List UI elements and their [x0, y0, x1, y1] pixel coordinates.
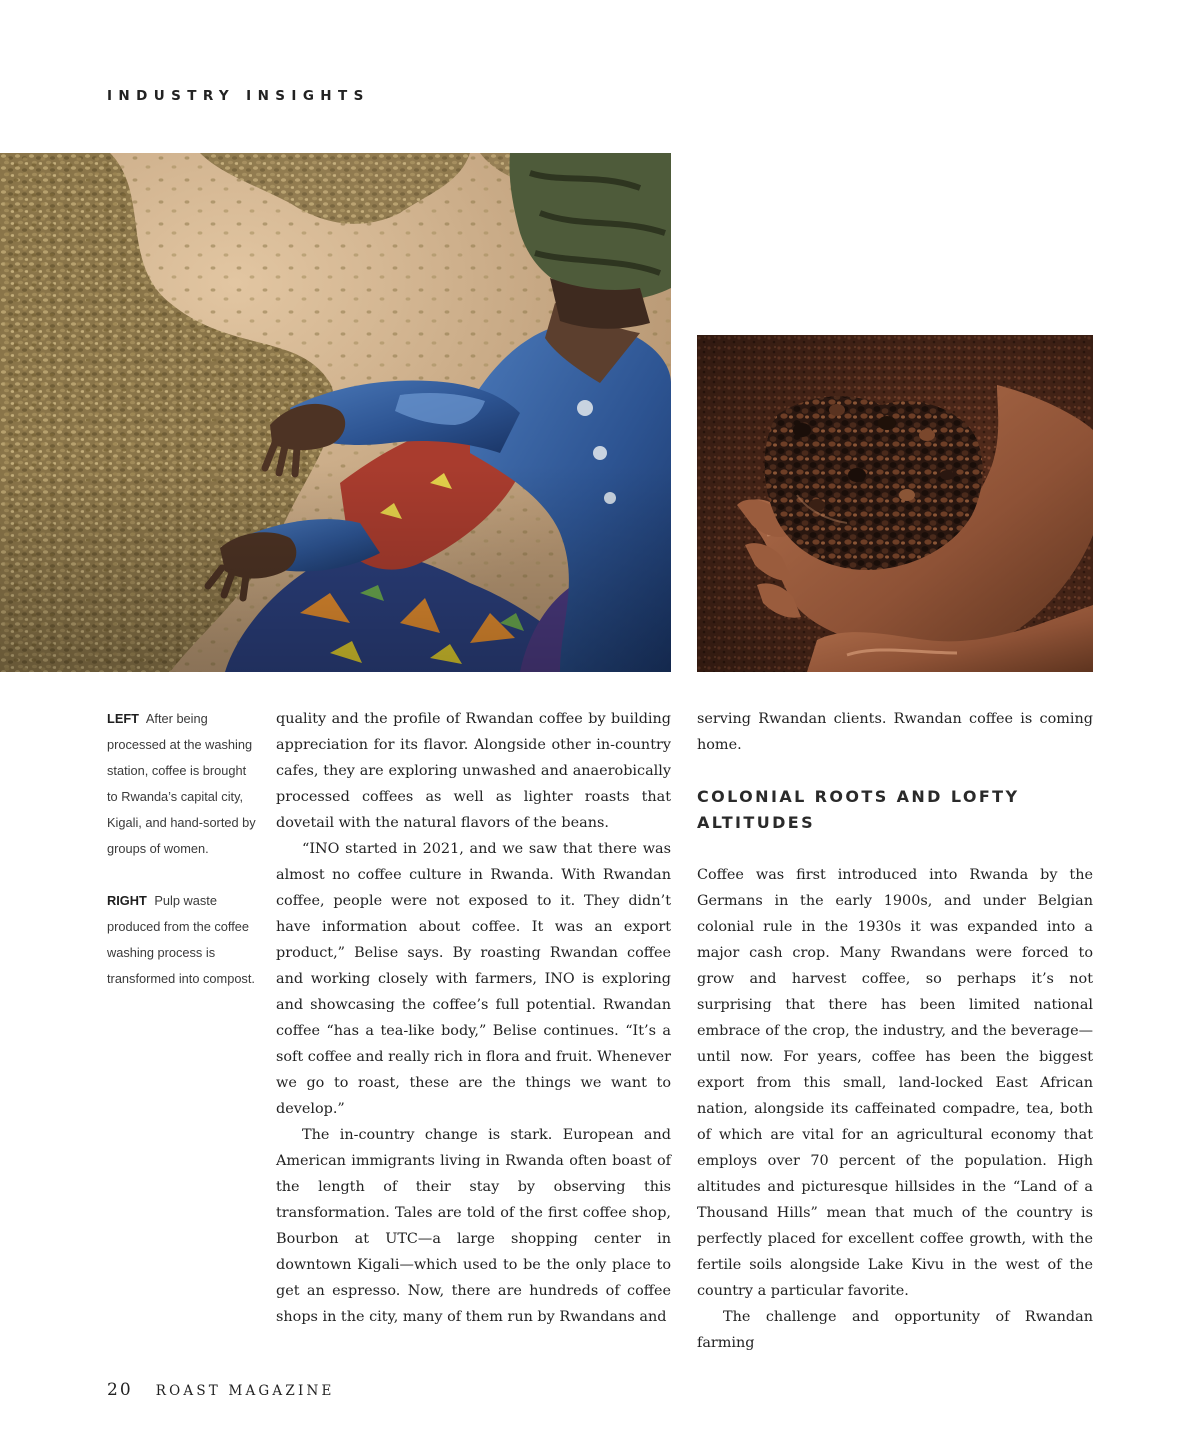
page-number: 20 [107, 1380, 133, 1400]
body-paragraph: The in-country change is stark. European and American immigrants living in Rwanda often boast of the length of their stay by observing this transformation. Tales are told of the first coffee shop, Bourbon at UTC—a large shopping center in downtown Kigali—which used to be the only place to get an espresso. Now, there are hundreds of coffee shops in the city, many of them run by Rwandans and [276, 1127, 671, 1325]
caption-text: After being processed at the washing station, coffee is brought to Rwanda’s capital city, Kigali, and hand-sorted by groups of women. [107, 711, 256, 856]
body-paragraph: “INO started in 2021, and we saw that there was almost no coffee culture in Rwanda. With Rwandan coffee, people were not exposed to it. They didn’t have information about coffee. It was an export product,” Belise says. By roasting Rwandan coffee and working closely with farmers, INO is exploring and showcasing the coffee’s full potential. Rwandan coffee “has a tea-like body,” Belise continues. “It’s a soft coffee and really rich in flora and fruit. Whenever we go to roast, these are the things we want to develop.” [276, 841, 671, 1117]
section-label: INDUSTRY INSIGHTS [107, 88, 370, 104]
magazine-name: ROAST MAGAZINE [155, 1383, 335, 1399]
caption-text: Pulp waste produced from the coffee washing process is transformed into compost. [107, 893, 255, 986]
captions-sidebar [107, 706, 257, 1018]
page-folio [107, 1380, 335, 1400]
woman-sorting-coffee-beans-photo [0, 153, 671, 672]
body-column-right [697, 706, 1093, 1356]
caption-right [107, 888, 257, 992]
caption-tag: LEFT [107, 711, 139, 726]
hands-holding-coffee-pulp-photo [697, 335, 1093, 672]
body-paragraph: The challenge and opportunity of Rwandan farming [697, 1309, 1093, 1351]
body-paragraph: Coffee was first introduced into Rwanda by the Germans in the early 1900s, and under Belgian colonial rule in the 1930s it was expanded into a major cash crop. Many Rwandans were forced to grow and harvest coffee, so perhaps it’s not surprising that there has been limited national embrace of the crop, the industry, and the beverage—until now. For years, coffee has been the biggest export from this small, land-locked East African nation, alongside its caffeinated compadre, tea, both of which are vital for an agricultural economy that employs over 70 percent of the population. High altitudes and picturesque hillsides in the “Land of a Thousand Hills” mean that much of the country is perfectly placed for excellent coffee growth, with the fertile soils alongside Lake Kivu in the west of the country a particular favorite. [697, 867, 1093, 1299]
caption-tag: RIGHT [107, 893, 147, 908]
section-subhead: COLONIAL ROOTS AND LOFTY ALTITUDES [697, 787, 1020, 832]
body-column-middle [276, 706, 671, 1330]
caption-left [107, 706, 257, 862]
body-paragraph: serving Rwandan clients. Rwandan coffee is coming home. [697, 711, 1093, 753]
body-paragraph: quality and the profile of Rwandan coffee by building appreciation for its flavor. Alongside other in-country cafes, they are exploring unwashed and anaerobically processed coffees as well as lighter roasts that dovetail with the natural flavors of the beans. [276, 711, 671, 831]
